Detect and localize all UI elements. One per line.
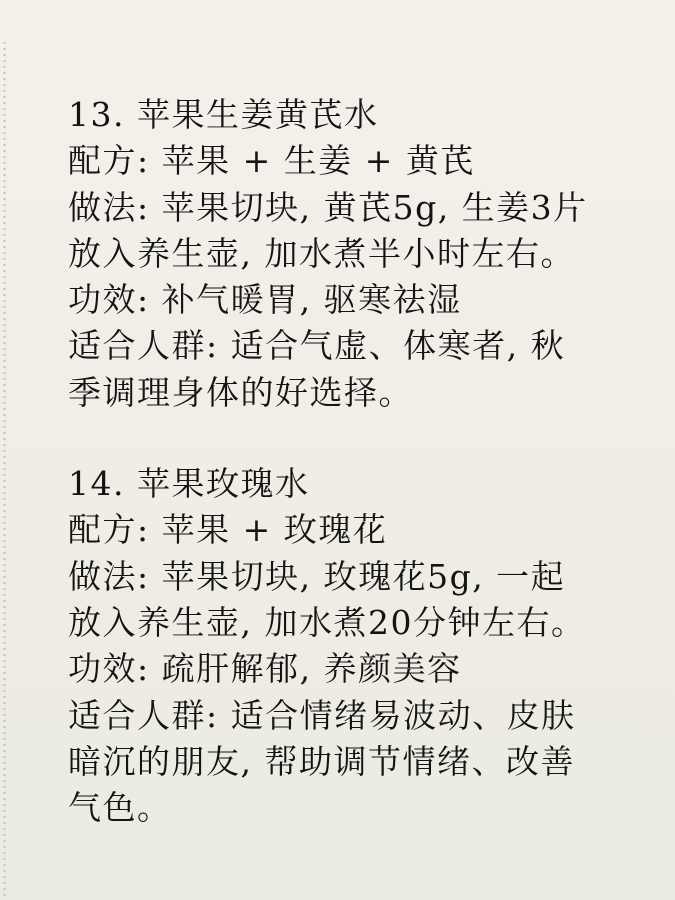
recipe-title: 14. 苹果玫瑰水 bbox=[68, 464, 310, 504]
recipe-effect: 功效: 疏肝解郁, 养颜美容 bbox=[68, 649, 462, 689]
recipe-effect: 功效: 补气暖胃, 驱寒祛湿 bbox=[68, 280, 462, 320]
note-content bbox=[68, 92, 648, 831]
recipe-audience-cont: 季调理身体的好选择。 bbox=[68, 372, 413, 412]
section-spacer bbox=[68, 416, 648, 461]
recipe-method-cont: 放入养生壶, 加水煮20分钟左右。 bbox=[68, 602, 586, 642]
binding-dots bbox=[2, 40, 7, 900]
recipe-audience-cont-2: 气色。 bbox=[68, 788, 172, 828]
recipe-section-13 bbox=[68, 92, 648, 416]
recipe-ingredients: 配方: 苹果 + 生姜 + 黄芪 bbox=[68, 141, 475, 181]
recipe-audience: 适合人群: 适合情绪易波动、皮肤 bbox=[68, 695, 576, 735]
recipe-title: 13. 苹果生姜黄芪水 bbox=[68, 95, 379, 134]
recipe-ingredients: 配方: 苹果 + 玫瑰花 bbox=[68, 510, 388, 550]
recipe-audience: 适合人群: 适合气虚、体寒者, 秋 bbox=[68, 326, 566, 366]
recipe-section-14 bbox=[68, 461, 648, 831]
recipe-audience-cont: 暗沉的朋友, 帮助调节情绪、改善 bbox=[68, 741, 575, 781]
recipe-method: 做法: 苹果切块, 黄芪5g, 生姜3片 bbox=[68, 187, 588, 227]
recipe-method: 做法: 苹果切块, 玫瑰花5g, 一起 bbox=[68, 556, 566, 596]
recipe-method-cont: 放入养生壶, 加水煮半小时左右。 bbox=[68, 233, 575, 273]
